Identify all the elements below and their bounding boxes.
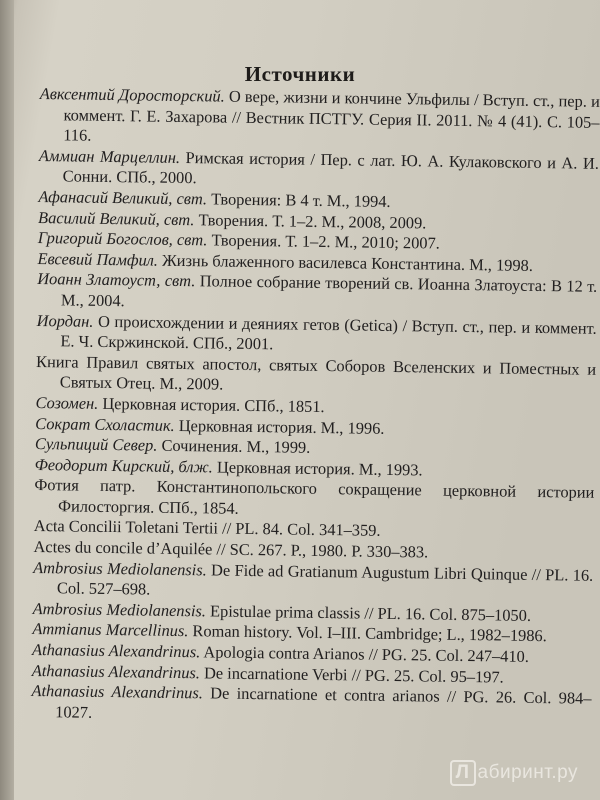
- watermark-text: абиринт.ру: [477, 762, 578, 783]
- entry-author: Athanasius Alexandrinus.: [31, 681, 204, 703]
- entry-text: Римская история / Пер. с лат. Ю. А. Кулаковского и А. И. Сонни. СПб., 2000.: [62, 147, 600, 188]
- entry-text: Церковная история. СПб., 1851.: [98, 393, 325, 416]
- entry-author: Сократ Схоластик.: [35, 413, 175, 435]
- entry-text: Церковная история. М., 1993.: [212, 457, 423, 480]
- book-gutter: [0, 0, 14, 800]
- entry-author: Ammianus Marcellinus.: [32, 619, 189, 641]
- entry-text: О вере, жизни и кончине Ульфилы / Вступ. ст., пер. и коммент. Г. Е. Захарова // Вестник ПСТГУ. Серия II. 2011. № 4 (41). С. 105–116.: [63, 86, 600, 145]
- entry-author: Athanasius Alexandrinus.: [31, 660, 201, 682]
- entry-text: Actes du concile d’Aquilée // SC. 267. P., 1980. P. 330–383.: [33, 537, 429, 562]
- entry-text: Церковная история. М., 1996.: [174, 415, 385, 438]
- labirint-logo-icon: Л: [450, 760, 476, 786]
- entry-text: Книга Правил святых апостол, святых Соборов Вселенских и Поместных и Святых Отец. М., 2009.: [35, 351, 597, 394]
- bibliography-entry: [31, 681, 592, 730]
- entry-author: Авксентий Доросторский.: [39, 84, 225, 106]
- bibliography-entry: [39, 84, 600, 154]
- entry-text: О происхождении и деяниях гетов (Getica) / Вступ. ст., пер. и коммент. Е. Ч. Скржинской. СПб., 2001.: [60, 311, 597, 354]
- entry-author: Афанасий Великий, свт.: [38, 186, 208, 209]
- entry-text: Творения: В 4 т. М., 1994.: [206, 189, 391, 211]
- entry-text: Acta Concilii Toletani Tertii // PL. 84. Col. 341–359.: [33, 516, 381, 541]
- entry-text: De Fide ad Gratianum Augustum Libri Quinque // PL. 16. Col. 527–698.: [56, 560, 594, 599]
- entry-text: De incarnatione et contra arianos // PG. 26. Col. 984–1027.: [55, 683, 592, 722]
- entry-author: Василий Великий, свт.: [38, 207, 195, 229]
- entry-author: Ambrosius Mediolanensis.: [32, 598, 207, 621]
- entry-author: Созомен.: [35, 392, 99, 413]
- page-title: Источники: [244, 62, 356, 86]
- entry-text: Сочинения. М., 1999.: [157, 435, 311, 457]
- entry-author: Ambrosius Mediolanensis.: [33, 557, 207, 580]
- entry-text: Фотия патр. Константинопольского сокращение церковной истории Филосторгия. СПб., 1854.: [34, 475, 595, 518]
- entry-text: Творения. Т. 1–2. М., 2010; 2007.: [207, 230, 440, 253]
- labirint-watermark: [450, 760, 578, 786]
- entry-text: Apologia contra Arianos // PG. 25. Col. 247–410.: [200, 642, 530, 666]
- entry-author: Григорий Богослов, свт.: [37, 228, 208, 250]
- entry-text: De incarnatione Verbi // PG. 25. Col. 95–197.: [199, 662, 504, 687]
- bibliography-list: [31, 84, 600, 730]
- entry-author: Евсевий Памфил.: [37, 248, 159, 270]
- entry-author: Иоанн Златоуст, свт.: [37, 269, 196, 291]
- entry-author: Аммиан Марцеллин.: [38, 145, 181, 167]
- entry-author: Феодорит Кирский, блж.: [34, 454, 213, 477]
- entry-text: Roman history. Vol. I–III. Cambridge; L., 1982–1986.: [188, 621, 547, 646]
- entry-text: Творения. Т. 1–2. М., 2008, 2009.: [194, 209, 427, 232]
- entry-author: Athanasius Alexandrinus.: [31, 639, 201, 662]
- entry-author: Сульпиций Север.: [34, 434, 158, 455]
- entry-text: Полное собрание творений св. Иоанна Златоуста: В 12 т. М., 2004.: [60, 271, 598, 311]
- entry-text: Жизнь блаженного василевса Константина. М., 1998.: [157, 250, 534, 275]
- entry-author: Иордан.: [36, 310, 94, 331]
- entry-text: Epistulae prima classis // PL. 16. Col. 875–1050.: [205, 601, 532, 625]
